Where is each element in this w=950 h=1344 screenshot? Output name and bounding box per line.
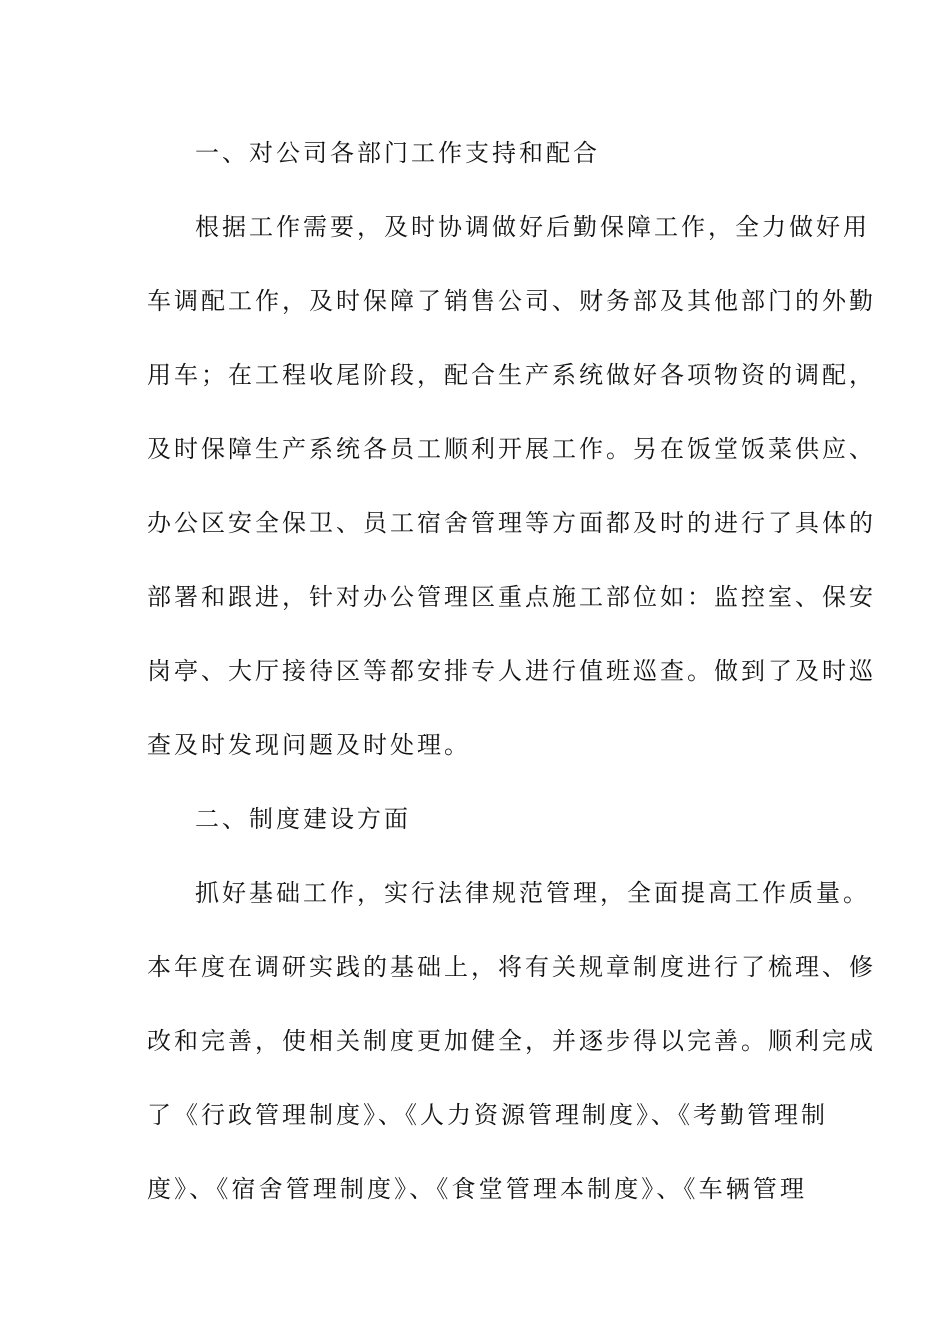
paragraph-1-line-8: 查及时发现问题及时处理。 bbox=[147, 731, 471, 759]
paragraph-1-line-6: 部署和跟进，针对办公管理区重点施工部位如：监控室、保安 bbox=[147, 583, 876, 611]
section-heading-1: 一、对公司各部门工作支持和配合 bbox=[195, 139, 600, 167]
section-heading-2: 二、制度建设方面 bbox=[195, 805, 411, 833]
paragraph-2-line-2: 本年度在调研实践的基础上，将有关规章制度进行了梳理、修 bbox=[147, 953, 876, 981]
paragraph-1-line-1: 根据工作需要，及时协调做好后勤保障工作，全力做好用 bbox=[195, 213, 870, 241]
paragraph-2-line-1: 抓好基础工作，实行法律规范管理，全面提高工作质量。 bbox=[195, 879, 870, 907]
paragraph-1-line-4: 及时保障生产系统各员工顺利开展工作。另在饭堂饭菜供应、 bbox=[147, 435, 876, 463]
paragraph-1-line-7: 岗亭、大厅接待区等都安排专人进行值班巡查。做到了及时巡 bbox=[147, 657, 876, 685]
paragraph-1-line-3: 用车；在工程收尾阶段，配合生产系统做好各项物资的调配， bbox=[147, 361, 876, 389]
paragraph-2-line-5: 度》、《宿舍管理制度》、《食堂管理本制度》、《车辆管理 bbox=[147, 1175, 807, 1203]
paragraph-2-line-3: 改和完善，使相关制度更加健全，并逐步得以完善。顺利完成 bbox=[147, 1027, 876, 1055]
paragraph-1-line-2: 车调配工作，及时保障了销售公司、财务部及其他部门的外勤 bbox=[147, 287, 876, 315]
paragraph-2-line-4: 了《行政管理制度》、《人力资源管理制度》、《考勤管理制 bbox=[147, 1101, 828, 1129]
paragraph-1-line-5: 办公区安全保卫、员工宿舍管理等方面都及时的进行了具体的 bbox=[147, 509, 876, 537]
